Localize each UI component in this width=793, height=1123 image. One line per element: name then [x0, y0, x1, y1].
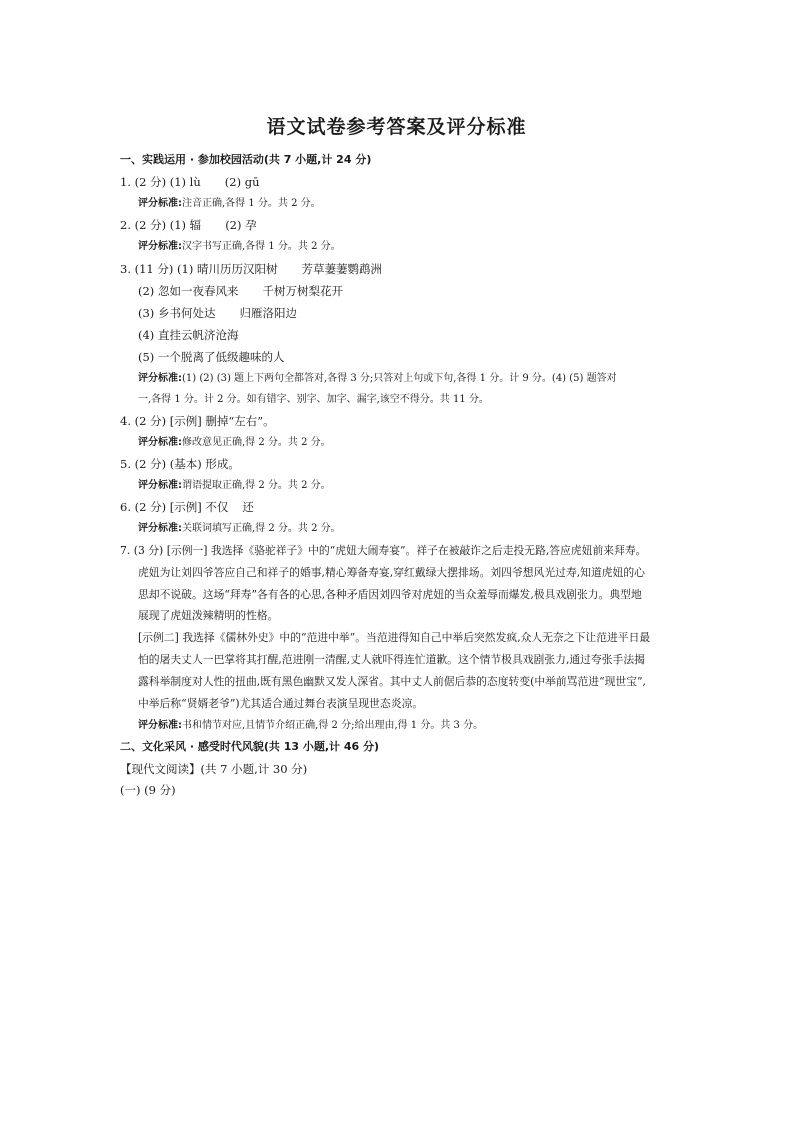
q3-answer-line-1: 3. (11 分) (1) 晴川历历汉阳树 芳草萋萋鹦鹉洲 — [120, 262, 382, 276]
q4-answer: 4. (2 分) [示例] 删掉“左右”。 — [120, 414, 275, 428]
q4-criteria: 评分标准:修改意见正确,得 2 分。共 2 分。 — [138, 437, 331, 448]
part-1-heading: (一) (9 分) — [120, 783, 176, 797]
q1-criteria: 评分标准:注音正确,各得 1 分。共 2 分。 — [138, 198, 321, 209]
q7-answer-line-8: 中举后称“贤婿老爷”)尤其适合通过舞台表演呈现世态炎凉。 — [138, 697, 424, 710]
q7-answer-line-5: [示例二] 我选择《儒林外史》中的“范进中举”。当范进得知自己中举后突然发疯,众人无奈之下让范进平日最 — [138, 631, 651, 644]
q6-answer: 6. (2 分) [示例] 不仅 还 — [120, 500, 254, 514]
q2-criteria: 评分标准:汉字书写正确,各得 1 分。共 2 分。 — [138, 241, 341, 252]
q7-criteria: 评分标准:书和情节对应,且情节介绍正确,得 2 分;给出理由,得 1 分。共 3 分。 — [138, 720, 484, 731]
q3-criteria-line-1: 评分标准:(1) (2) (3) 题上下两句全都答对,各得 3 分;只答对上句或下句,各得 1 分。计 9 分。(4) (5) 题答对 — [138, 373, 617, 384]
q7-answer-line-6: 怕的屠夫丈人一巴掌将其打醒,范进刚一清醒,丈人就吓得连忙道歉。这个情节极具戏剧张力,通过夸张手法揭 — [138, 653, 645, 666]
section-1-heading: 一、实践运用 · 参加校园活动(共 7 小题,计 24 分) — [120, 153, 372, 166]
q3-answer-line-4: (4) 直挂云帆济沧海 — [138, 328, 239, 342]
q7-answer-line-3: 思却不说破。这场“拜寿”各有各的心思,各种矛盾因刘四爷对虎妞的当众羞辱而爆发,极具戏剧张力。典型地 — [138, 588, 642, 601]
q7-answer-line-1: 7. (3 分) [示例一] 我选择《骆驼祥子》中的“虎妞大闹寿宴”。祥子在被敲诈之后走投无路,答应虎妞前来拜寿。 — [120, 544, 647, 557]
q5-answer: 5. (2 分) (基本) 形成。 — [120, 457, 240, 471]
q7-answer-line-4: 展现了虎妞泼辣精明的性格。 — [138, 609, 279, 622]
section-2-heading: 二、文化采风 · 感受时代风貌(共 13 小题,计 46 分) — [120, 740, 380, 753]
q7-answer-line-2: 虎妞为让刘四爷答应自己和祥子的婚事,精心筹备寿宴,穿红戴绿大摆排场。刘四爷想风光过寿,知道虎妞的心 — [138, 566, 645, 579]
q2-answer: 2. (2 分) (1) 辐 (2) 孕 — [120, 218, 257, 232]
q6-criteria: 评分标准:关联词填写正确,得 2 分。共 2 分。 — [138, 523, 341, 534]
q3-criteria-line-2: 一,各得 1 分。计 2 分。如有错字、别字、加字、漏字,该空不得分。共 11 分。 — [138, 394, 489, 405]
q3-answer-line-5: (5) 一个脱离了低级趣味的人 — [138, 350, 285, 364]
q3-answer-line-3: (3) 乡书何处达 归雁洛阳边 — [138, 306, 297, 320]
q7-answer-line-7: 露科举制度对人性的扭曲,既有黑色幽默又发人深省。其中丈人前倨后恭的态度转变(中举前骂范进“现世宝”, — [138, 675, 646, 688]
q5-criteria: 评分标准:谓语提取正确,得 2 分。共 2 分。 — [138, 480, 331, 491]
page-title: 语文试卷参考答案及评分标准 — [266, 116, 527, 138]
q1-answer: 1. (2 分) (1) lù (2) gū — [120, 175, 260, 189]
q3-answer-line-2: (2) 忽如一夜春风来 千树万树梨花开 — [138, 284, 343, 298]
modern-reading-heading: 【现代文阅读】(共 7 小题,计 30 分) — [120, 762, 308, 776]
